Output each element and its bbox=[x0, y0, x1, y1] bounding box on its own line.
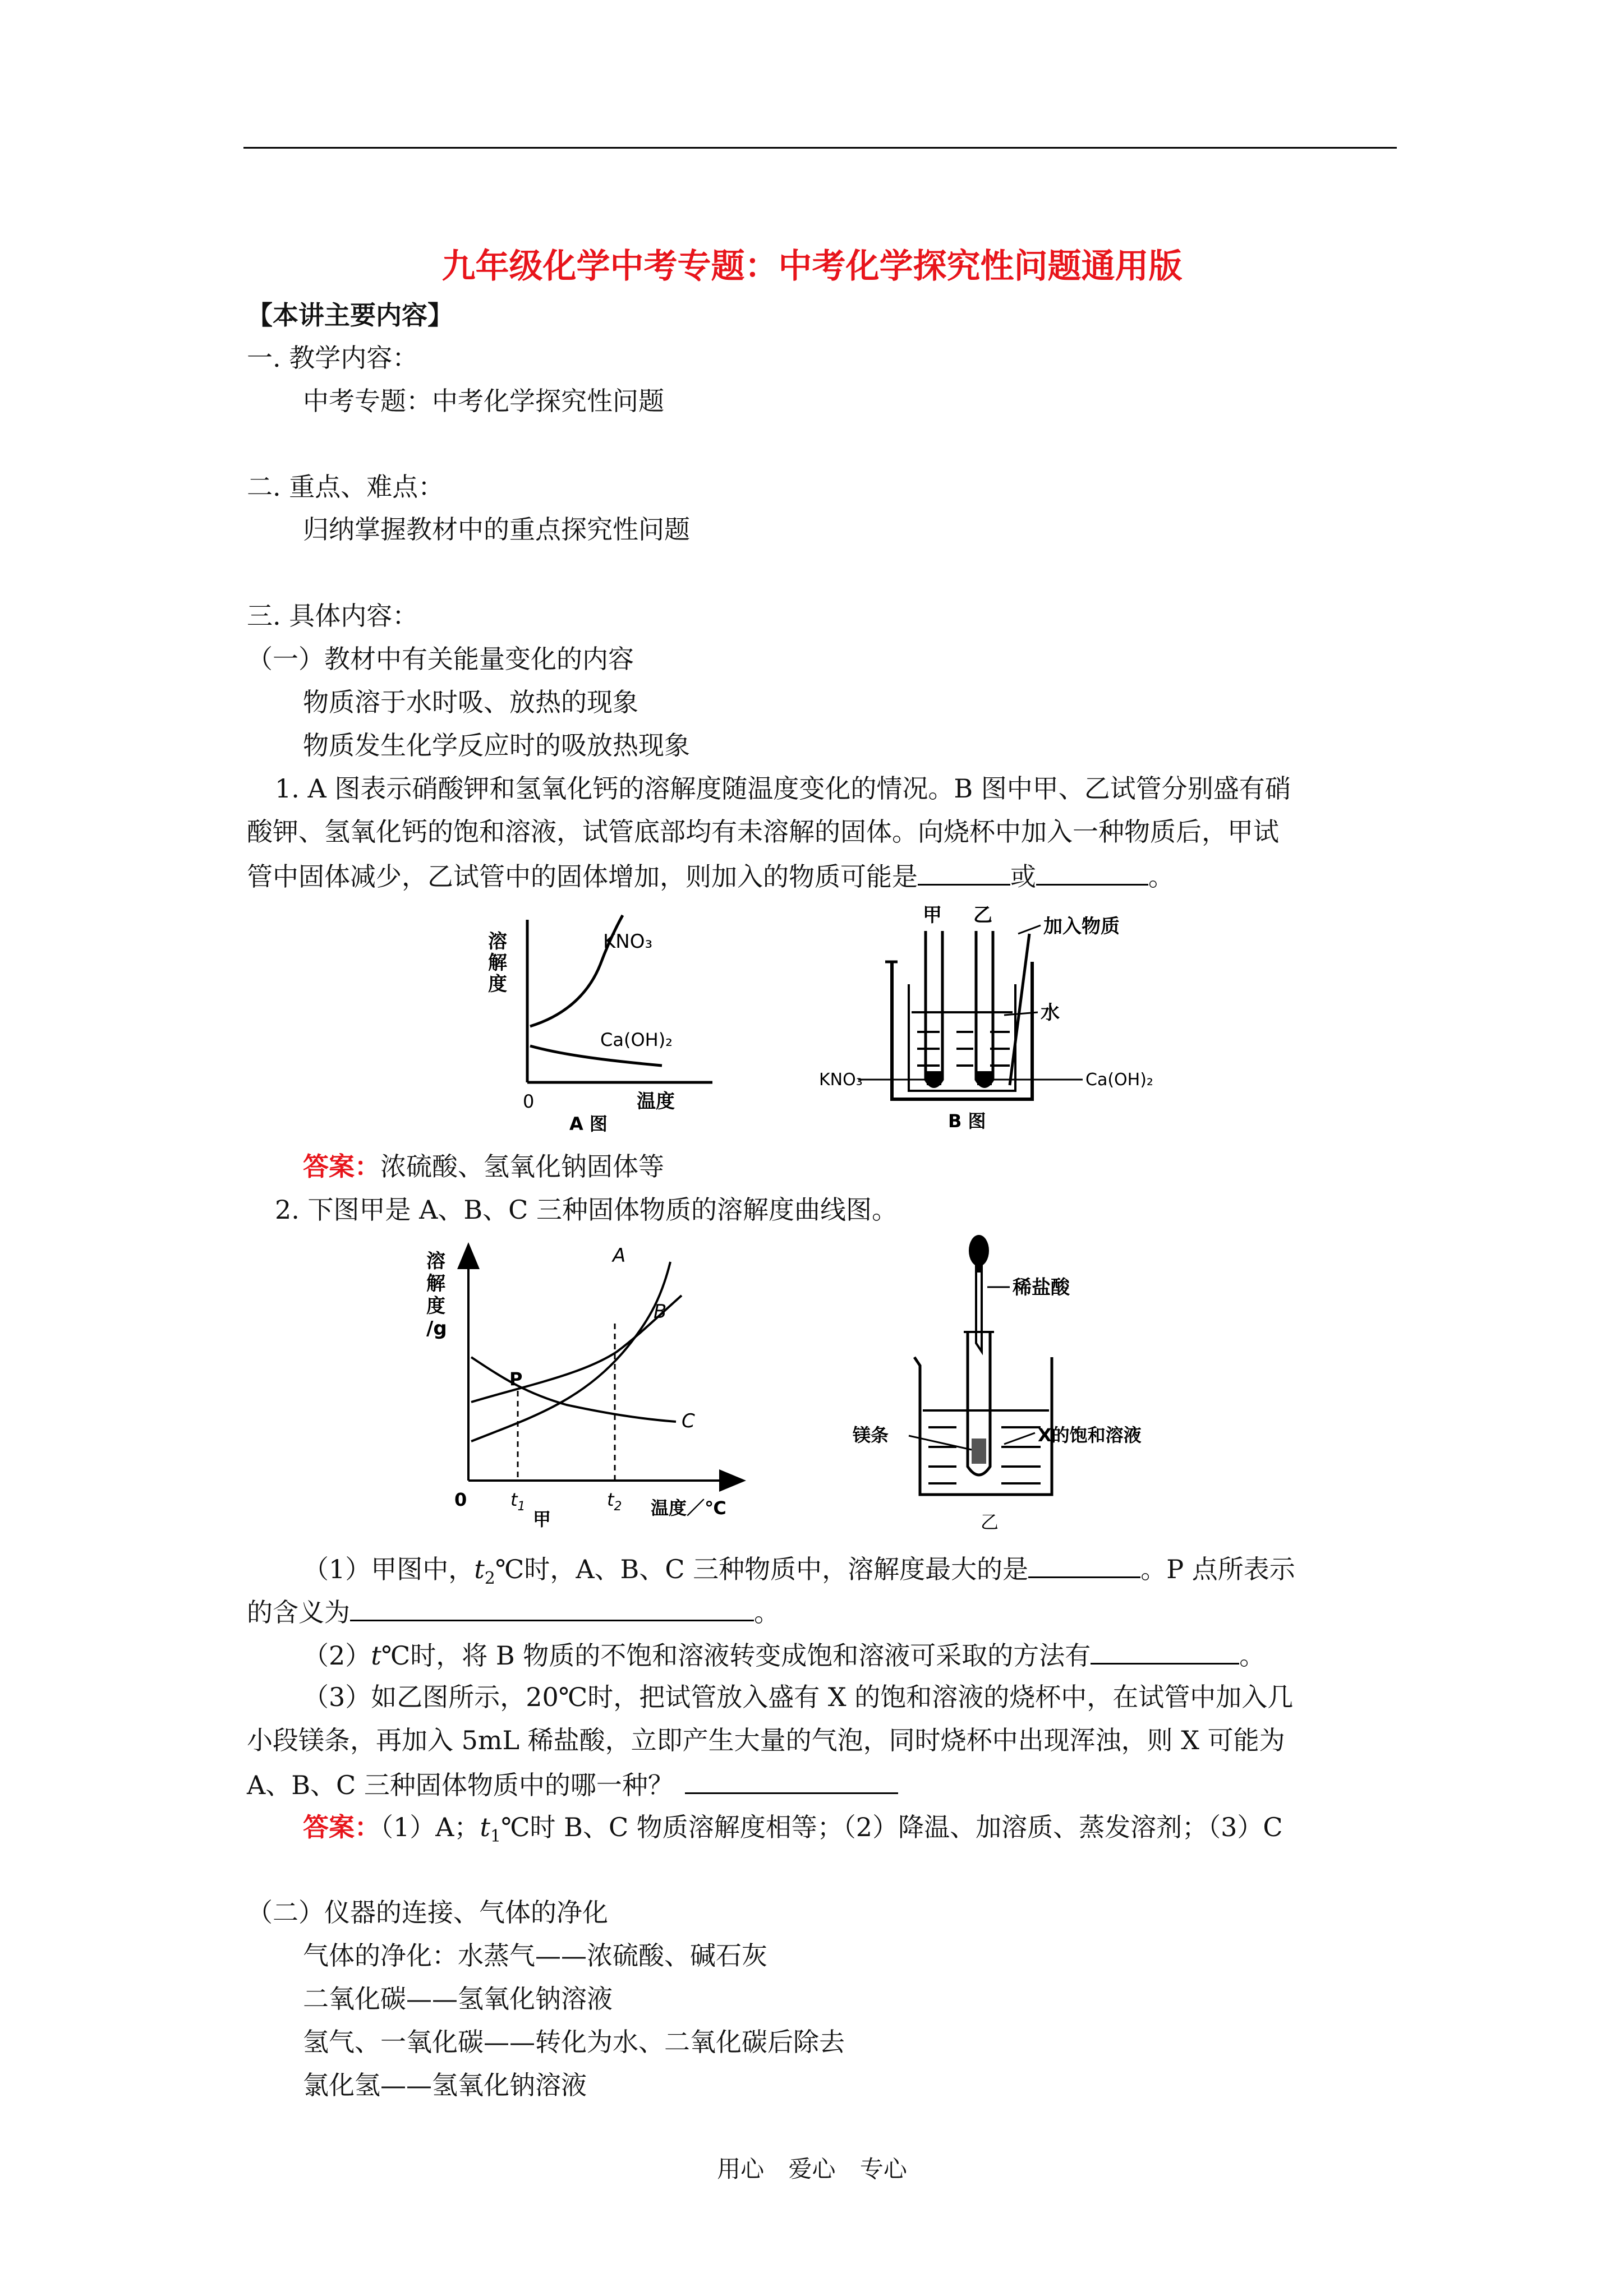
figB-tube-jia bbox=[926, 931, 942, 1087]
q2-intro: 2. 下图甲是 A、B、C 三种固体物质的溶解度曲线图。 bbox=[275, 1195, 898, 1225]
q1-answer-label: 答案： bbox=[303, 1151, 380, 1182]
s3-heading: 三. 具体内容： bbox=[247, 601, 418, 631]
part1-heading: （一）教材中有关能量变化的内容 bbox=[247, 644, 634, 674]
q2-answer-b: ℃时 B、C 物质溶解度相等；（2）降温、加溶质、蒸发溶剂；（3）C bbox=[501, 1812, 1283, 1842]
figB-yi: 乙 bbox=[973, 904, 992, 926]
q2-part3-line2: 小段镁条，再加入 5mL 稀盐酸，立即产生大量的气泡，同时烧杯中出现浑浊，则 X 可能为 bbox=[247, 1725, 1285, 1755]
part1-line2: 物质发生化学反应时的吸放热现象 bbox=[303, 730, 690, 760]
q2-part1-line2 bbox=[247, 1594, 780, 1629]
figB-caoh-label: Ca(OH)₂ bbox=[1085, 1070, 1153, 1090]
figure-jia-solubility-curves bbox=[415, 1234, 752, 1531]
q2-p2-c: 。 bbox=[1239, 1640, 1266, 1671]
figYi-caption: 乙 bbox=[981, 1511, 999, 1533]
figJia-xlabel: 温度／℃ bbox=[651, 1497, 726, 1519]
q1-line2: 酸钾、氢氧化钙的饱和溶液，试管底部均有未溶解的固体。向烧杯中加入一种物质后，甲试 bbox=[247, 817, 1279, 847]
q2-answer-t: t bbox=[480, 1812, 490, 1842]
figA-ylabel-2: 解 bbox=[488, 952, 507, 974]
q2-p1-sub: 2 bbox=[484, 1569, 495, 1589]
q1-answer bbox=[303, 1150, 664, 1183]
figJia-caption: 甲 bbox=[533, 1509, 551, 1530]
figYi-dropper-bulb bbox=[969, 1235, 989, 1266]
figA-ylabel-1: 溶 bbox=[488, 930, 507, 953]
q2-p2-t: t bbox=[371, 1640, 381, 1671]
q2-answer-sub: 1 bbox=[490, 1827, 502, 1847]
q2-answer-label: 答案： bbox=[303, 1812, 380, 1842]
figJia-curve-c bbox=[471, 1357, 676, 1422]
q2-part1-line1 bbox=[303, 1551, 1295, 1596]
s1-heading: 一. 教学内容： bbox=[247, 343, 418, 373]
q1-line1: 1. A 图表示硝酸钾和氢氧化钙的溶解度随温度变化的情况。B 图中甲、乙试管分别盛有硝 bbox=[275, 773, 1291, 804]
figJia-curve-a bbox=[471, 1262, 670, 1441]
q2-blank-2[interactable] bbox=[350, 1594, 754, 1621]
q2-p2-a: （2） bbox=[303, 1640, 371, 1671]
q2-p1-c: 。P 点所表示 bbox=[1140, 1554, 1295, 1584]
figJia-ylabel-1: 溶 bbox=[426, 1250, 445, 1273]
figJia-ylabel-4: /g bbox=[426, 1317, 447, 1340]
q2-p1-a: （1）甲图中， bbox=[303, 1554, 475, 1584]
figB-caption: B 图 bbox=[948, 1110, 986, 1132]
section-header: 【本讲主要内容】 bbox=[247, 300, 453, 330]
q2-p1-line2-a: 的含义为 bbox=[247, 1597, 350, 1628]
figJia-label-a: A bbox=[613, 1244, 626, 1267]
q1-answer-text: 浓硫酸、氢氧化钠固体等 bbox=[380, 1151, 664, 1182]
part2-line4: 氯化氢——氢氧化钠溶液 bbox=[303, 2070, 587, 2100]
figA-caoh-label: Ca(OH)₂ bbox=[600, 1029, 673, 1050]
q2-blank-3[interactable] bbox=[1091, 1637, 1239, 1665]
figA-ylabel-3: 度 bbox=[488, 973, 507, 995]
s2-heading: 二. 重点、难点： bbox=[247, 472, 444, 502]
q1-or: 或 bbox=[1010, 861, 1036, 892]
q1-blank-1[interactable] bbox=[918, 858, 1010, 886]
q1-blank-2[interactable] bbox=[1036, 858, 1148, 886]
part2-heading: （二）仪器的连接、气体的净化 bbox=[247, 1897, 608, 1928]
q2-p1-t: t bbox=[474, 1554, 485, 1584]
part2-line3: 氢气、一氧化碳——转化为水、二氧化碳后除去 bbox=[303, 2027, 845, 2057]
figB-add-label: 加入物质 bbox=[1043, 915, 1120, 938]
part2-line1: 气体的净化：水蒸气——浓硫酸、碱石灰 bbox=[303, 1940, 767, 1971]
figB-tube-yi bbox=[976, 931, 993, 1087]
q2-part2 bbox=[303, 1637, 1265, 1672]
part1-line1: 物质溶于水时吸、放热的现象 bbox=[303, 687, 638, 717]
figure-a-solubility-chart bbox=[477, 903, 735, 1138]
figA-xlabel: 温度 bbox=[637, 1090, 675, 1113]
figYi-x-label: X的饱和溶液 bbox=[1038, 1424, 1142, 1446]
q1-end: 。 bbox=[1148, 861, 1174, 892]
figYi-hcl-label: 稀盐酸 bbox=[1013, 1276, 1070, 1299]
figJia-t1: $t_1$ bbox=[510, 1489, 526, 1514]
figJia-curve-b bbox=[471, 1295, 682, 1402]
figB-jia: 甲 bbox=[923, 904, 942, 926]
q2-part3-line1: （3）如乙图所示，20℃时，把试管放入盛有 X 的饱和溶液的烧杯中，在试管中加入几 bbox=[303, 1682, 1294, 1712]
q1-line3 bbox=[247, 858, 1174, 893]
header-rule bbox=[243, 147, 1397, 149]
figJia-ylabel-2: 解 bbox=[426, 1273, 445, 1295]
figJia-label-b: B bbox=[654, 1301, 667, 1323]
page-title: 九年级化学中考专题：中考化学探究性问题通用版 bbox=[441, 247, 1183, 286]
s2-body: 归纳掌握教材中的重点探究性问题 bbox=[303, 514, 690, 545]
figB-water-label: 水 bbox=[1041, 1002, 1060, 1024]
q2-p3-l3: A、B、C 三种固体物质中的哪一种？ bbox=[247, 1770, 674, 1800]
figJia-ylabel-3: 度 bbox=[426, 1295, 445, 1317]
q2-blank-1[interactable] bbox=[1028, 1551, 1140, 1578]
figure-b-beaker-apparatus bbox=[819, 900, 1223, 1138]
q2-p1-b: ℃时，A、B、C 三种物质中，溶解度最大的是 bbox=[495, 1554, 1029, 1584]
q2-blank-4[interactable] bbox=[685, 1767, 898, 1794]
q2-part3-line3 bbox=[247, 1767, 898, 1802]
page-footer: 用心 爱心 专心 bbox=[717, 2155, 907, 2183]
figB-kno3-label: KNO₃ bbox=[819, 1070, 863, 1090]
figA-origin: 0 bbox=[523, 1091, 535, 1112]
q2-answer bbox=[303, 1810, 1283, 1854]
figJia-t2: $t_2$ bbox=[607, 1489, 622, 1514]
figYi-dropper bbox=[976, 1271, 982, 1352]
figJia-label-p: P bbox=[509, 1368, 523, 1390]
figYi-magnesium bbox=[972, 1439, 986, 1464]
q2-p2-b: ℃时，将 B 物质的不饱和溶液转变成饱和溶液可采取的方法有 bbox=[381, 1640, 1091, 1671]
figA-kno3-label: KNO₃ bbox=[603, 930, 653, 953]
q2-p1-line2-b: 。 bbox=[754, 1597, 780, 1628]
q1-line3-text: 管中固体减少，乙试管中的固体增加，则加入的物质可能是 bbox=[247, 861, 918, 892]
figJia-label-c: C bbox=[682, 1410, 695, 1432]
part2-line2: 二氧化碳——氢氧化钠溶液 bbox=[303, 1984, 613, 2014]
figA-caption: A 图 bbox=[569, 1113, 608, 1135]
s1-body: 中考专题：中考化学探究性问题 bbox=[303, 386, 664, 416]
q2-answer-a: （1）A； bbox=[380, 1812, 480, 1842]
figYi-mg-label: 镁条 bbox=[853, 1424, 889, 1446]
figure-yi-magnesium-experiment bbox=[841, 1231, 1234, 1537]
figJia-origin: 0 bbox=[454, 1489, 467, 1510]
